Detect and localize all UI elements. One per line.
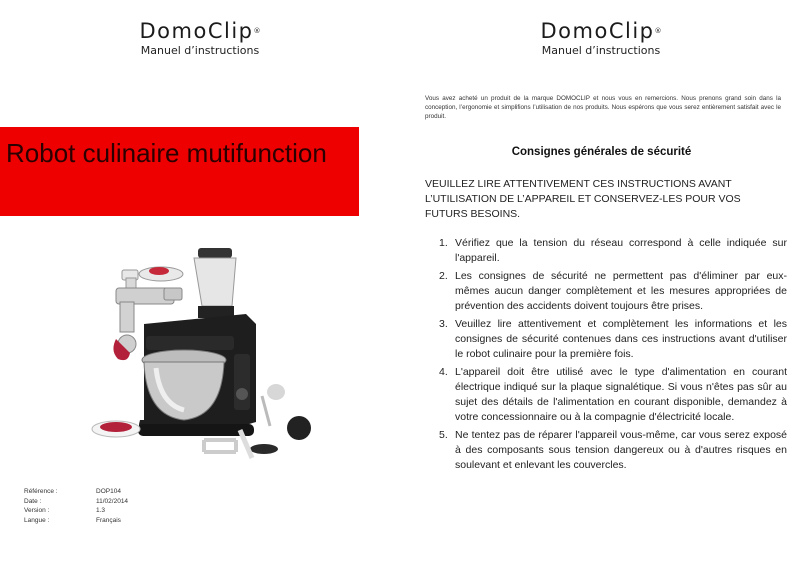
product-photo [86, 244, 346, 474]
list-item: 2. Les consignes de sécurité ne permettent pas d'éliminer par eux-mêmes aucun danger complètement et les mesures appropriées de prévention des accidents doivent toujours être prises. [439, 270, 787, 312]
right-page [401, 0, 802, 567]
list-item: 5. Ne tentez pas de réparer l'appareil vous-même, car vous serez exposé à des composants sous tension dangereux ou à d'autres risques en soulevant et enlevant les couvercles. [439, 429, 787, 471]
meta-row-reference: Référence : DOP104 [24, 488, 121, 495]
safety-rules-list [427, 236, 787, 476]
section-title: Consignes générales de sécurité [511, 146, 692, 158]
meta-row-version: Version : 1.3 [24, 507, 106, 514]
intro-paragraph: Vous avez acheté un produit de la marque DOMOCLIP et nous vous en remercions. Nous prenons grand soin dans la conception, l’ergonomie et simplifions l’utilisation de nos produits. Nous espérons que vous serez entièrement satisfait avec le produit. [425, 95, 781, 120]
title-banner [0, 127, 359, 216]
meta-row-date: Date : 11/02/2014 [24, 497, 129, 505]
warning-paragraph: VEUILLEZ LIRE ATTENTIVEMENT CES INSTRUCTIONS AVANT L’UTILISATION DE L’APPAREIL ET CONSERVEZ-LES POUR VOS FUTURS BESOINS. [425, 178, 741, 220]
mixer-body-illustration [138, 314, 256, 436]
manual-subtitle: Manuel d’instructions [140, 44, 260, 57]
domoclip-logo [521, 20, 681, 57]
list-item: 1. Vérifiez que la tension du réseau correspond à celle indiquée sur l'appareil. [439, 237, 787, 264]
brand-name: DomoClip® [540, 19, 662, 43]
list-item: 3. Veuillez lire attentivement et complètement les informations et les consignes de sécurité contenues dans ces instructions avant d'utiliser le robot culinaire pour la première fois. [439, 318, 787, 360]
manual-subtitle: Manuel d’instructions [541, 44, 661, 57]
minced-meat-plate-illustration [92, 421, 140, 437]
domoclip-logo [120, 20, 280, 57]
document-meta [24, 487, 128, 525]
list-item: 4. L'appareil doit être utilisé avec le type d'alimentation en courant électrique indiqué sur la plaque signalétique. Si vous n'êtes pas sûr au sujet des détails de l'alimentation en courant disponible, demandez à votre concessionnaire ou à la compagnie d'électricité locale. [439, 366, 787, 423]
meta-row-language: Langue : Français [24, 516, 121, 524]
blender-jar-illustration [194, 248, 236, 318]
product-title: Robot culinaire mutifunction [6, 138, 327, 168]
brand-name: DomoClip® [139, 19, 261, 43]
